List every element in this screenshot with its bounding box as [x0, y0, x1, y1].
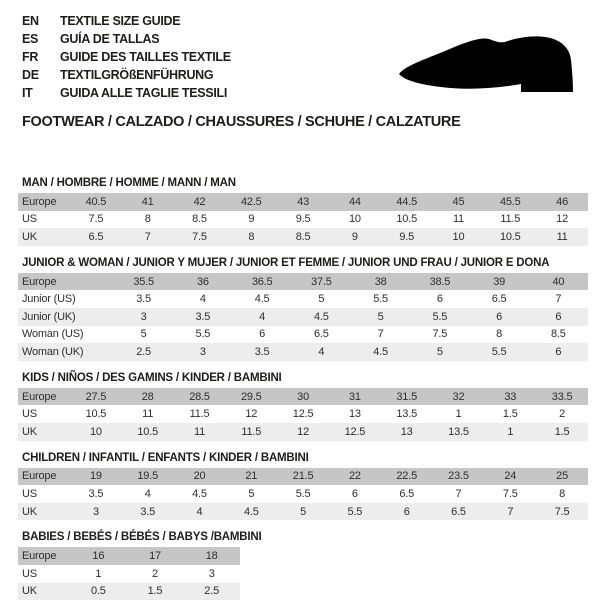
- row-label: Europe: [18, 547, 70, 565]
- size-cell: 21.5: [277, 468, 329, 486]
- size-cell: 2: [152, 567, 158, 580]
- size-cell: 4: [199, 293, 206, 306]
- size-cell: 45: [433, 193, 485, 211]
- size-cell: 18: [183, 547, 240, 565]
- size-cell: 28.5: [174, 388, 226, 406]
- language-title: GUIDA ALLE TAGLIE TESSILI: [60, 86, 228, 100]
- row-label: UK: [18, 423, 70, 441]
- size-cell: 5: [318, 293, 325, 306]
- size-cell: 5: [410, 343, 469, 361]
- size-cell: 1.5: [536, 423, 588, 441]
- size-cell: 3: [114, 308, 173, 326]
- size-cell: 5.5: [329, 503, 381, 521]
- language-code: EN: [22, 14, 39, 28]
- size-cell: 4.5: [192, 487, 207, 500]
- row-label: US: [22, 487, 37, 500]
- table-row: [18, 503, 588, 521]
- size-cell: 7.5: [432, 328, 448, 341]
- size-cell: 16: [70, 547, 127, 565]
- size-cell: 38.5: [410, 273, 469, 291]
- table-row: [18, 547, 240, 565]
- size-cell: 11: [142, 408, 154, 421]
- size-cell: 24: [484, 468, 536, 486]
- size-cell: 11: [174, 423, 226, 441]
- table-row: [18, 228, 588, 246]
- row-label: Europe: [18, 273, 114, 291]
- language-title: GUÍA DE TALLAS: [60, 32, 160, 46]
- size-cell: 33: [484, 388, 536, 406]
- size-cell: 10.5: [122, 423, 174, 441]
- size-cell: 8.5: [551, 328, 566, 341]
- size-cell: 1: [455, 408, 462, 421]
- size-cell: 25: [536, 468, 588, 486]
- size-cell: 19.5: [122, 468, 174, 486]
- table-row: [18, 211, 588, 229]
- size-cell: 4.5: [351, 343, 410, 361]
- row-label: Woman (US): [22, 328, 84, 341]
- size-cell: 6: [529, 308, 588, 326]
- section-title-junior-woman: JUNIOR & WOMAN / JUNIOR Y MUJER / JUNIOR ET FEMME / JUNIOR UND FRAU / JUNIOR E DONA: [22, 256, 550, 269]
- size-table-junior-woman: [18, 273, 588, 361]
- row-label: Europe: [18, 193, 70, 211]
- size-cell: 13.5: [433, 423, 485, 441]
- size-cell: 21: [225, 468, 277, 486]
- size-cell: 9: [329, 228, 381, 246]
- table-row: [18, 485, 588, 503]
- table-row: [18, 583, 240, 600]
- size-cell: 7: [484, 503, 536, 521]
- size-cell: 8: [496, 328, 503, 341]
- size-cell: 3.5: [173, 308, 232, 326]
- size-cell: 7: [455, 487, 462, 500]
- size-cell: 1: [484, 423, 536, 441]
- page-header: [18, 12, 600, 105]
- size-section-kids: [18, 372, 600, 441]
- language-row-de: [22, 66, 231, 84]
- size-cell: 6: [381, 503, 433, 521]
- size-cell: 10.5: [484, 228, 536, 246]
- language-title: TEXTILGRÖßENFÜHRUNG: [60, 68, 214, 82]
- size-cell: 4: [292, 343, 351, 361]
- size-cell: 32: [433, 388, 485, 406]
- table-row: [18, 423, 588, 441]
- section-title-children: CHILDREN / INFANTIL / ENFANTS / KINDER / BAMBINI: [22, 451, 309, 464]
- size-table-man: [18, 193, 588, 246]
- table-row: [18, 468, 588, 486]
- section-title-kids: KIDS / NIÑOS / DES GAMINS / KINDER / BAMBINI: [22, 371, 282, 384]
- size-cell: 10.5: [396, 213, 417, 226]
- row-label: Europe: [18, 468, 70, 486]
- size-cell: 4: [174, 503, 226, 521]
- size-cell: 5: [277, 503, 329, 521]
- language-code: IT: [22, 86, 33, 100]
- size-cell: 9.5: [381, 228, 433, 246]
- size-cell: 31: [329, 388, 381, 406]
- size-cell: 45.5: [484, 193, 536, 211]
- size-cell: 4.5: [254, 293, 270, 306]
- size-cell: 7.5: [502, 487, 518, 500]
- size-cell: 1.5: [502, 408, 518, 421]
- size-cell: 6: [351, 487, 358, 500]
- size-cell: 4.5: [225, 503, 277, 521]
- size-cell: 9.5: [295, 213, 311, 226]
- size-cell: 2.5: [183, 583, 240, 600]
- size-cell: 41: [122, 193, 174, 211]
- size-cell: 6: [470, 308, 529, 326]
- table-row: [18, 388, 588, 406]
- language-code: DE: [22, 68, 39, 82]
- size-table-kids: [18, 388, 588, 441]
- size-cell: 46: [536, 193, 588, 211]
- size-cell: 44.5: [381, 193, 433, 211]
- size-cell: 1: [95, 567, 102, 580]
- size-cell: 6: [259, 328, 266, 341]
- table-row: [18, 326, 588, 344]
- size-cell: 0.5: [70, 583, 127, 600]
- size-cell: 10: [433, 228, 485, 246]
- table-row: [18, 405, 588, 423]
- size-cell: 2: [559, 408, 566, 421]
- size-cell: 13.5: [396, 408, 417, 421]
- size-cell: 40: [529, 273, 588, 291]
- language-row-fr: [22, 48, 231, 66]
- row-label: US: [22, 213, 37, 226]
- row-label: Woman (UK): [18, 343, 114, 361]
- table-row: [18, 343, 588, 361]
- table-row: [18, 193, 588, 211]
- size-cell: 43: [277, 193, 329, 211]
- size-cell: 3.5: [88, 487, 104, 500]
- size-cell: 28: [122, 388, 174, 406]
- size-cell: 7.5: [536, 503, 588, 521]
- size-cell: 11.5: [225, 423, 277, 441]
- size-cell: 5: [248, 487, 255, 500]
- row-label: Junior (UK): [18, 308, 114, 326]
- size-cell: 42.5: [225, 193, 277, 211]
- size-cell: 36.5: [233, 273, 292, 291]
- row-label: US: [22, 408, 37, 421]
- size-cell: 4: [233, 308, 292, 326]
- size-cell: 6: [529, 343, 588, 361]
- size-cell: 1.5: [127, 583, 184, 600]
- size-cell: 7.5: [174, 228, 226, 246]
- row-label: UK: [18, 583, 70, 600]
- row-label: Junior (US): [22, 293, 76, 306]
- size-cell: 40.5: [70, 193, 122, 211]
- row-label: UK: [18, 503, 70, 521]
- size-cell: 8.5: [192, 213, 207, 226]
- size-cell: 44: [329, 193, 381, 211]
- section-title-babies: BABIES / BEBÉS / BÉBÉS / BABYS /BAMBINI: [22, 531, 262, 544]
- size-cell: 11.5: [189, 408, 210, 421]
- table-row: [18, 290, 588, 308]
- size-cell: 42: [174, 193, 226, 211]
- size-cell: 12.5: [329, 423, 381, 441]
- size-cell: 13: [348, 408, 361, 421]
- size-cell: 10.5: [85, 408, 107, 421]
- language-row-en: [22, 12, 231, 30]
- language-title: GUIDE DES TAILLES TEXTILE: [60, 50, 231, 64]
- size-cell: 17: [127, 547, 184, 565]
- shoe-icon: [393, 18, 578, 105]
- table-row: [18, 273, 588, 291]
- language-row-it: [22, 84, 231, 102]
- language-title: TEXTILE SIZE GUIDE: [60, 14, 181, 28]
- size-section-junior-woman: [18, 257, 600, 361]
- language-code: ES: [22, 32, 39, 46]
- size-section-man: [18, 177, 600, 246]
- size-cell: 3.5: [233, 343, 292, 361]
- size-cell: 29.5: [225, 388, 277, 406]
- size-cell: 7: [122, 228, 174, 246]
- size-cell: 5.5: [373, 293, 388, 306]
- size-cell: 20: [174, 468, 226, 486]
- size-cell: 22.5: [381, 468, 433, 486]
- size-cell: 6.5: [314, 328, 329, 341]
- size-cell: 38: [351, 273, 410, 291]
- size-cell: 8.5: [277, 228, 329, 246]
- size-cell: 11: [452, 213, 464, 226]
- size-cell: 8: [144, 213, 151, 226]
- size-cell: 23.5: [433, 468, 485, 486]
- size-cell: 12: [556, 213, 568, 226]
- size-cell: 39: [470, 273, 529, 291]
- size-cell: 11: [536, 228, 588, 246]
- size-cell: 3: [70, 503, 122, 521]
- size-cell: 37.5: [292, 273, 351, 291]
- size-cell: 6.5: [491, 293, 507, 306]
- size-cell: 5.5: [470, 343, 529, 361]
- row-label: UK: [18, 228, 70, 246]
- size-cell: 5.5: [195, 328, 211, 341]
- size-cell: 3.5: [122, 503, 174, 521]
- size-cell: 10: [70, 423, 122, 441]
- row-label: US: [22, 567, 37, 580]
- size-cell: 30: [277, 388, 329, 406]
- size-cell: 6.5: [70, 228, 122, 246]
- size-section-children: [18, 452, 600, 521]
- table-row: [18, 308, 588, 326]
- size-cell: 19: [70, 468, 122, 486]
- size-tables: [18, 177, 600, 600]
- size-cell: 11.5: [500, 213, 521, 226]
- size-cell: 6: [436, 293, 443, 306]
- size-cell: 33.5: [536, 388, 588, 406]
- size-cell: 8: [559, 487, 566, 500]
- language-code: FR: [22, 50, 39, 64]
- size-cell: 6.5: [433, 503, 485, 521]
- size-cell: 5.5: [410, 308, 469, 326]
- size-cell: 12.5: [292, 408, 314, 421]
- size-cell: 36: [173, 273, 232, 291]
- section-title-man: MAN / HOMBRE / HOMME / MANN / MAN: [22, 177, 236, 189]
- size-cell: 4: [144, 487, 151, 500]
- row-label: Europe: [18, 388, 70, 406]
- size-cell: 3: [173, 343, 232, 361]
- size-cell: 9: [248, 213, 255, 226]
- size-cell: 10: [348, 213, 361, 226]
- size-cell: 3: [208, 567, 215, 580]
- size-cell: 8: [225, 228, 277, 246]
- size-cell: 7: [555, 293, 562, 306]
- size-cell: 12: [245, 408, 258, 421]
- category-title: FOOTWEAR / CALZADO / CHAUSSURES / SCHUHE / CALZATURE: [22, 114, 461, 130]
- language-title-list: [18, 12, 231, 102]
- size-table-babies: [18, 547, 240, 600]
- size-cell: 7: [377, 328, 384, 341]
- size-cell: 7.5: [88, 213, 104, 226]
- size-section-babies: [18, 531, 600, 600]
- language-row-es: [22, 30, 231, 48]
- size-cell: 13: [381, 423, 433, 441]
- size-cell: 5.5: [295, 487, 311, 500]
- size-cell: 35.5: [114, 273, 173, 291]
- size-cell: 3.5: [136, 293, 151, 306]
- table-row: [18, 565, 240, 583]
- size-cell: 5: [140, 328, 147, 341]
- size-cell: 6.5: [399, 487, 415, 500]
- size-cell: 22: [329, 468, 381, 486]
- size-table-children: [18, 468, 588, 521]
- size-cell: 4.5: [292, 308, 351, 326]
- size-cell: 5: [351, 308, 410, 326]
- size-cell: 27.5: [70, 388, 122, 406]
- size-cell: 31.5: [381, 388, 433, 406]
- size-cell: 2.5: [114, 343, 173, 361]
- size-cell: 12: [277, 423, 329, 441]
